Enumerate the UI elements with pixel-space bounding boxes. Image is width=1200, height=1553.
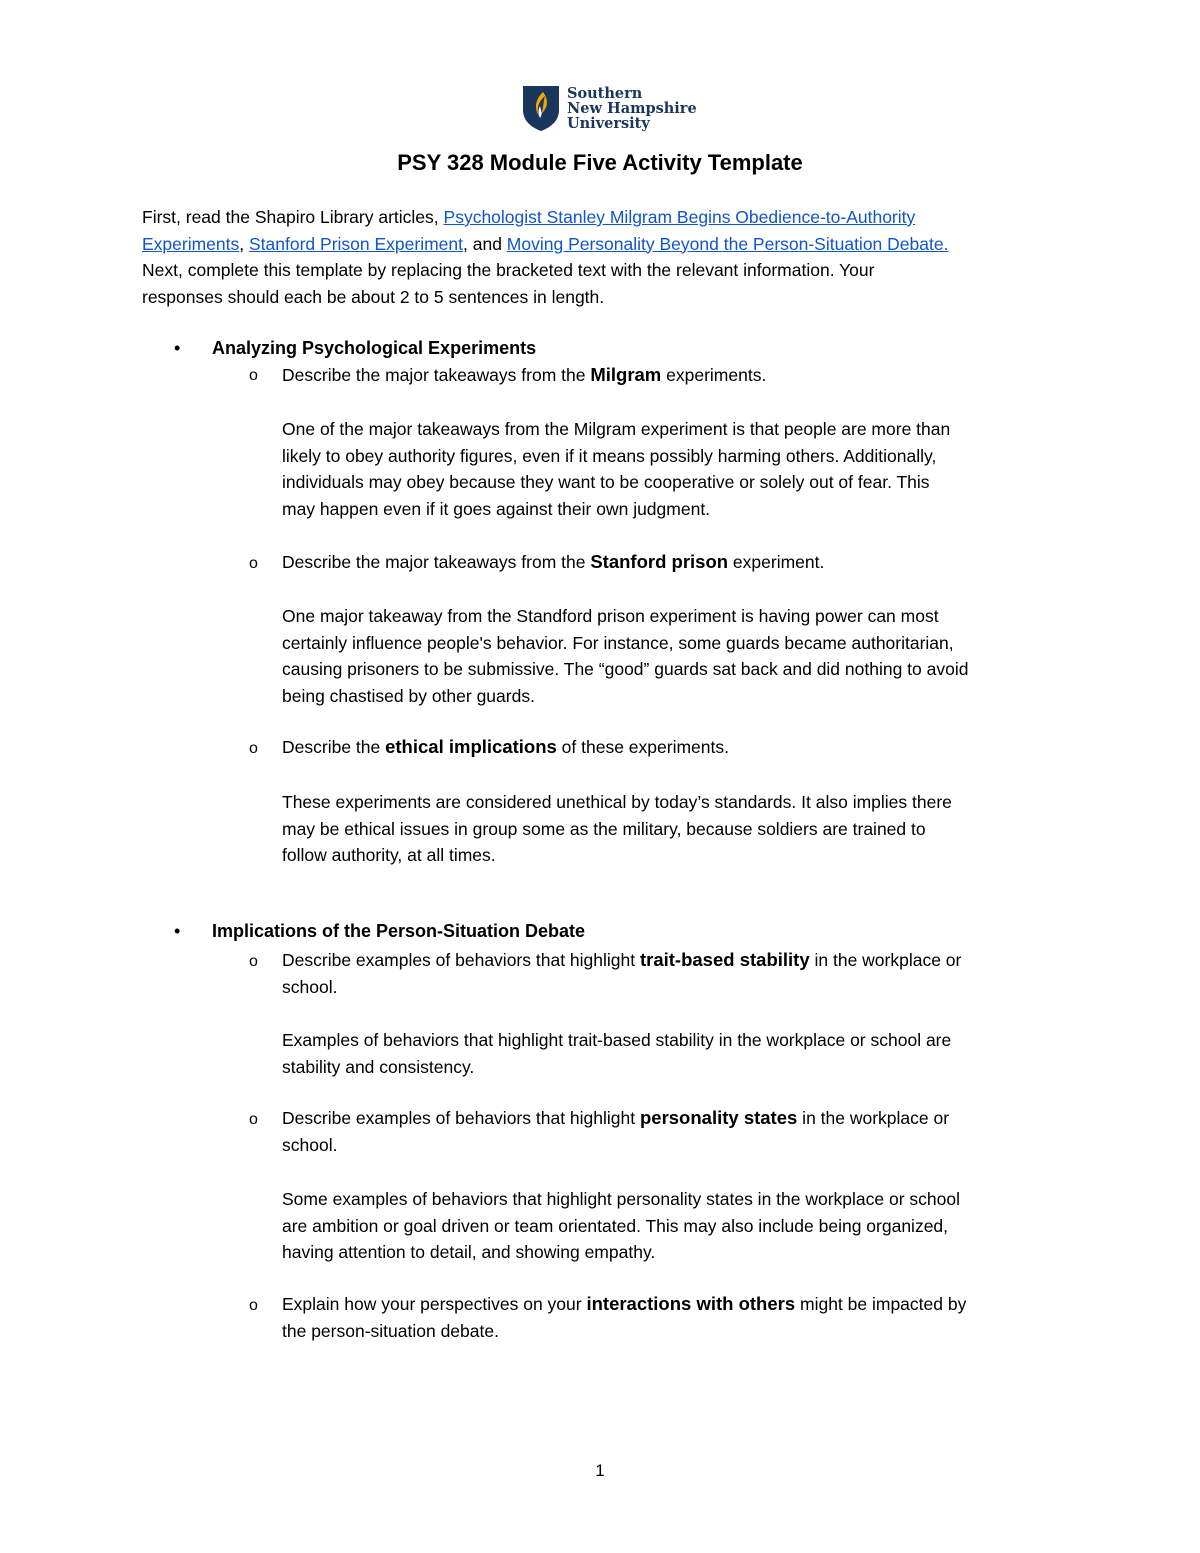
link-stanford-article[interactable]: Stanford Prison Experiment xyxy=(249,233,463,254)
question-personality-states: Describe examples of behaviors that highlight personality states in the workplace or school. xyxy=(282,1107,950,1155)
answer-ethics: These experiments are considered unethical by today’s standards. It also implies there may be ethical issues in group some as the military, because soldiers are trained to follow authority, at all times. xyxy=(282,792,952,865)
intro-paragraph: First, read the Shapiro Library articles, Psychologist Stanley Milgram Begins Obedience-to-Authority Experiments, Stanford Prison Experiment, and Moving Personality Beyond the Person-Situation Debate. Next, complete this template by replacing the bracketed text with the relevant information. Your responses should each be about 2 to 5 sentences in length. xyxy=(142,207,949,307)
sub-bullet-icon: o xyxy=(249,555,258,572)
bullet-icon: • xyxy=(174,921,181,941)
link-person-situation-article[interactable]: Moving Personality Beyond the Person-Situation Debate. xyxy=(506,233,949,254)
logo-text: Southern New Hampshire University xyxy=(567,85,697,132)
question-trait-stability: Describe examples of behaviors that highlight trait-based stability in the workplace or school. xyxy=(282,949,962,997)
section-heading-experiments: Analyzing Psychological Experiments xyxy=(212,338,537,358)
bullet-icon: • xyxy=(174,338,181,358)
answer-personality-states: Some examples of behaviors that highlight personality states in the workplace or school are ambition or goal driven or team orientated. This may also include being organized, having attention to detail, and showing empathy. xyxy=(282,1189,961,1262)
question-milgram: Describe the major takeaways from the Milgram experiments. xyxy=(282,364,767,385)
link-milgram-article[interactable]: Psychologist Stanley Milgram Begins Obedience-to-Authority xyxy=(443,207,916,227)
sub-bullet-icon: o xyxy=(249,1297,258,1314)
question-ethics: Describe the ethical implications of these experiments. xyxy=(282,736,729,757)
question-interactions: Explain how your perspectives on your interactions with others might be impacted by the person-situation debate. xyxy=(282,1293,967,1341)
sub-bullet-icon: o xyxy=(249,953,258,970)
answer-stanford: One major takeaway from the Standford prison experiment is having power can most certainly influence people's behavior. For instance, some guards became authoritarian, causing prisoners to be submissive. The “good” guards sat back and did nothing to avoid being chastised by other guards. xyxy=(282,606,969,706)
section-heading-person-situation: Implications of the Person-Situation Debate xyxy=(212,921,586,941)
question-stanford: Describe the major takeaways from the Stanford prison experiment. xyxy=(282,551,825,572)
university-logo xyxy=(521,84,697,134)
sub-bullet-icon: o xyxy=(249,1111,258,1128)
sub-bullet-icon: o xyxy=(249,740,258,757)
page-number: 1 xyxy=(595,1461,605,1480)
answer-trait-stability: Examples of behaviors that highlight trait-based stability in the workplace or school are stability and consistency. xyxy=(282,1030,952,1077)
answer-milgram: One of the major takeaways from the Milgram experiment is that people are more than likely to obey authority figures, even if it means possibly harming others. Additionally, individuals may obey because they want to be cooperative or solely out of fear. This may happen even if it goes against their own judgment. xyxy=(282,419,951,519)
sub-bullet-icon: o xyxy=(249,367,258,384)
page-title: PSY 328 Module Five Activity Template xyxy=(397,150,803,175)
link-milgram-article-cont[interactable]: Experiments xyxy=(142,233,240,254)
shield-logo-icon xyxy=(521,84,561,132)
